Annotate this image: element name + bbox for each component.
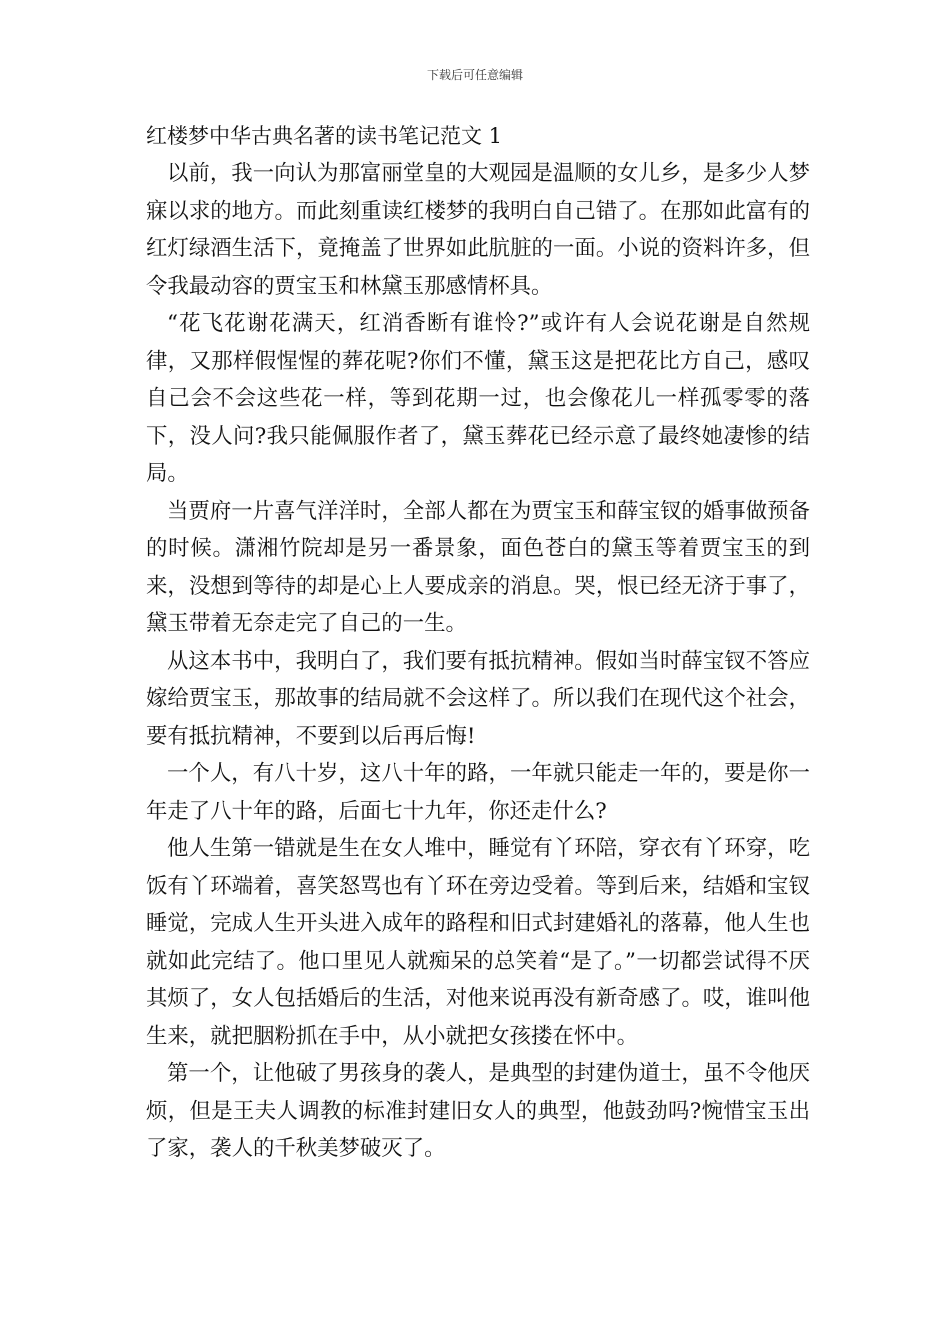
paragraph: 当贾府一片喜气洋洋时，全部人都在为贾宝玉和薛宝钗的婚事做预备的时候。潇湘竹院却是另一番景象，面色苍白的黛玉等着贾宝玉的到来，没想到等待的却是心上人要成亲的消息。哭，恨已经无济于事了，黛玉带着无奈走完了自己的一生。 — [146, 498, 810, 636]
document-body — [146, 118, 810, 1168]
page-header-note: 下载后可任意编辑 — [426, 68, 523, 82]
paragraph: “花飞花谢花满天，红消香断有谁怜?”或许有人会说花谢是自然规律，又那样假惺惺的葬花呢?你们不懂，黛玉这是把花比方自己，感叹自己会不会这些花一样，等到花期一过，也会像花儿一样孤零零的落下，没人问?我只能佩服作者了，黛玉葬花已经示意了最终她凄惨的结局。 — [146, 311, 810, 486]
paragraph: 从这本书中，我明白了，我们要有抵抗精神。假如当时薛宝钗不答应嫁给贾宝玉，那故事的结局就不会这样了。所以我们在现代这个社会，要有抵抗精神，不要到以后再后悔! — [146, 648, 810, 749]
paragraph: 以前，我一向认为那富丽堂皇的大观园是温顺的女儿乡，是多少人梦寐以求的地方。而此刻重读红楼梦的我明白自己错了。在那如此富有的红灯绿酒生活下，竟掩盖了世界如此肮脏的一面。小说的资料许多，但令我最动容的贾宝玉和林黛玉那感情杯具。 — [146, 161, 810, 299]
paragraph: 第一个，让他破了男孩身的袭人，是典型的封建伪道士，虽不令他厌烦，但是王夫人调教的标准封建旧女人的典型，他鼓劲吗?惋惜宝玉出了家，袭人的千秋美梦破灭了。 — [146, 1061, 810, 1161]
paragraph: 一个人，有八十岁，这八十年的路，一年就只能走一年的，要是你一年走了八十年的路，后面七十九年，你还走什么? — [146, 761, 810, 824]
paragraph: 他人生第一错就是生在女人堆中，睡觉有丫环陪，穿衣有丫环穿，吃饭有丫环端着，喜笑怒骂也有丫环在旁边受着。等到后来，结婚和宝钗睡觉，完成人生开头进入成年的路程和旧式封建婚礼的落幕，他人生也就如此完结了。他口里见人就痴呆的总笑着“是了。”一切都尝试得不厌其烦了，女人包括婚后的生活，对他来说再没有新奇感了。哎，谁叫他生来，就把胭粉抓在手中，从小就把女孩搂在怀中。 — [146, 836, 810, 1049]
document-title: 红楼梦中华古典名著的读书笔记范文 1 — [146, 124, 503, 148]
